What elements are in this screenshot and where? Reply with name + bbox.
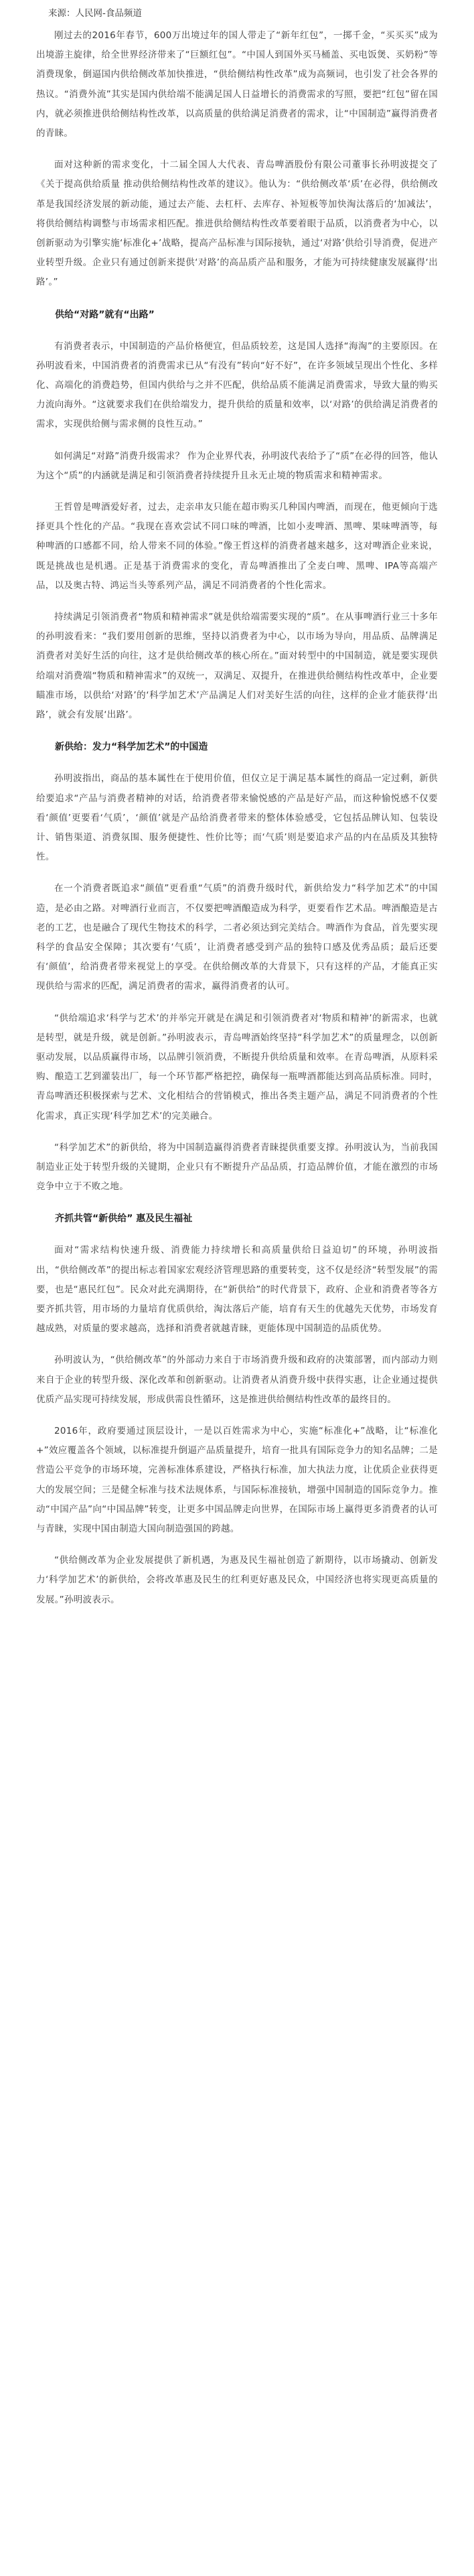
article-source: 来源：人民网-食品频道 bbox=[48, 8, 142, 19]
section-heading: 齐抓共管“新供给” 惠及民生福祉 bbox=[55, 1213, 193, 1225]
section-intro bbox=[36, 26, 438, 293]
section-heading: 供给“对路”就有“出路” bbox=[55, 309, 155, 320]
paragraph: 孙明波认为，“供给侧改革”的外部动力来自于市场消费升级和政府的决策部署，而内部动力则来自于企业的转型升级、深化改革和创新驱动。让消费者从消费升级中获得实惠，让企业通过提供优质产品实现可持续发展，形成供需良性循环，这是推进供给侧结构性改革的最终目的。 bbox=[36, 1355, 438, 1405]
paragraph: 持续满足引领消费者“物质和精神需求”就是供给端需要实现的“质”。在从事啤酒行业三十多年的孙明波看来：“我们要用创新的思维，坚持以消费者为中心，以市场为导向，用品质、品牌满足消费者对美好生活的向往，这才是供给侧改革的核心所在。”面对转型中的中国制造，就是要实现供给端对消费端“物质和精神需求”的双统一，双满足、双提升，在推进供给侧结构性改革中，企业要瞄准市场，以供给‘对路’的‘科学加艺术’产品满足人们对美好生活的向往，这样的企业才能获得‘出路’，就会有发展‘出路’。 bbox=[36, 612, 438, 721]
paragraph: “供给端追求‘科学与艺术’的并举完开就是在满足和引领消费者对‘物质和精神’的新需求，也就是转型，就是升级，就是创新。”孙明波表示，青岛啤酒始终坚持“科学加艺术”的质量理念，以创新驱动发展，以品质赢得市场，以品牌引领消费，不断提升供给质量和效率。在青岛啤酒，从原料采购、酿造工艺到灌装出厂，每一个环节都严格把控，确保每一瓶啤酒都能达到高品质标准。同时，青岛啤酒还积极探索与艺术、文化相结合的营销模式，推出各类主题产品，满足不同消费者的个性化需求，真正实现‘科学加艺术’的完美融合。 bbox=[36, 1012, 438, 1122]
paragraph: 2016年，政府要通过顶层设计，一是以百姓需求为中心，实施“标准化+”战略，让“标准化+”效应覆盖各个领域，以标准提升倒逼产品质量提升，培育一批具有国际竞争力的知名品牌；二是营造公平竞争的市场环境，完善标准体系建设，严格执行标准，加大执法力度，让优质企业获得更大的发展空间；三是健全标准与技术法规体系，与国际标准接轨，增强中国制造的国际竞争力。推动“中国产品”向“中国品牌”转变，让更多中国品牌走向世界，在国际市场上赢得更多消费者的认可与青睐，实现中国由制造大国向制造强国的跨越。 bbox=[36, 1425, 438, 1534]
section-heading: 新供给：发力“科学加艺术”的中国造 bbox=[55, 742, 208, 753]
paragraph: “供给侧改革为企业发展提供了新机遇，为惠及民生福祉创造了新期待，以市场撬动、创新发力‘科学加艺术’的新供给，会将改革惠及民生的红利更好惠及民众，中国经济也将实现更高质量的发展。”孙明波表示。 bbox=[36, 1555, 438, 1605]
paragraph: 如何满足“对路”消费升级需求？ 作为企业界代表，孙明波代表给予了“质”在必得的回答，他认为这个“质”的内涵就是满足和引领消费者持续提升且永无止境的物质需求和精神需求。 bbox=[36, 450, 438, 481]
section-welfare bbox=[36, 1209, 438, 1609]
paragraph: 王哲曾是啤酒爱好者，过去，走亲串友只能在超市购买几种国内啤酒，而现在，他更倾向于选择更具个性化的产品。“我现在喜欢尝试不同口味的啤酒，比如小麦啤酒、黑啤、果味啤酒等，每种啤酒的口感都不同，给人带来不同的体验。”像王哲这样的消费者越来越多，这对啤酒企业来说，既是挑战也是机遇。正是基于消费需求的变化，青岛啤酒推出了全麦白啤、黑啤、IPA等高端产品，以及奥古特、鸿运当头等系列产品，满足不同消费者的个性化需求。 bbox=[36, 502, 438, 591]
paragraph: 面对这种新的需求变化，十二届全国人大代表、青岛啤酒股份有限公司董事长孙明波提交了《关于提高供给质量 推动供给侧结构性改革的建议》。他认为：“供给侧改革‘质’在必得，供给侧改革是我国经济发展的新动能，通过去产能、去杠杆、去库存、补短板等加快淘汰落后的‘加减法’，将供给侧结构调整与市场需求相匹配。推进供给侧结构性改革要着眼于品质，以消费者为中心，以创新驱动为引擎实施‘标准化+’战略，提高产品标准与国际接轨，通过‘对路’供给引导消费，促进产业转型升级。企业只有通过创新来提供‘对路’的高品质产品和服务，才能为可持续健康发展赢得‘出路’。” bbox=[36, 159, 438, 288]
paragraph: 有消费者表示，中国制造的产品价格便宜，但品质较差，这是国人选择“海淘”的主要原因。在孙明波看来，中国消费者的消费需求已从“有没有”转向“好不好”，在许多领域呈现出个性化、多样化、高端化的消费趋势，但国内供给与之并不匹配，供给品质不能满足消费需求，导致大量的购买力流向海外。“这就要求我们在供给端发力，提升供给的质量和效率，以‘对路’的供给满足消费者的需求，实现供给侧与需求侧的良性互动。” bbox=[36, 340, 438, 430]
section-supply-demand bbox=[36, 305, 438, 726]
paragraph: 在一个消费者既追求“颜值”更看重“气质”的消费升级时代，新供给发力“科学加艺术”的中国造，是必由之路。对啤酒行业而言，不仅要把啤酒酿造成为科学，更要看作艺术品。啤酒酿造是古老的工艺，也是融合了现代生物技术的科学，二者必须达到完美结合。啤酒作为食品，首先要实现科学的食品安全保障；其次要有‘气质’，让消费者感受到产品的独特口感及优秀品质；最后还要有‘颜值’，给消费者带来视觉上的享受。在供给侧改革的大背景下，只有这样的产品，才能真正实现供给与需求的匹配，满足消费者的需求，赢得消费者的认可。 bbox=[36, 883, 438, 992]
paragraph: 刚过去的2016年春节，600万出境过年的国人带走了“新年红包”，一掷千金，“买买买”成为出境游主旋律，给全世界经济带来了“巨额红包”。“中国人到国外买马桶盖、买电饭煲、买奶粉”等消费现象，倒逼国内供给侧改革加快推进，“供给侧结构性改革”成为高频词，也引发了社会各界的热议。“消费外流”其实是国内供给端不能满足国人日益增长的消费需求的写照，要把“红包”留在国内，就必须推进供给侧结构性改革，以高质量的供给满足消费者的需求，让“中国制造”赢得消费者的青睐。 bbox=[36, 30, 438, 139]
section-new-supply bbox=[36, 737, 438, 1197]
article bbox=[36, 0, 438, 1610]
paragraph: 面对“需求结构快速升级、消费能力持续增长和高质量供给日益迫切”的环境，孙明波指出，“供给侧改革”的提出标志着国家宏观经济管理思路的重要转变，这不仅是经济“转型发展”的需要，也是“惠民红包”。民众对此充满期待，在“新供给”的时代背景下，政府、企业和消费者等各方要齐抓共管，用市场的力量培育优质供给，淘汰落后产能，培育有天生的优越先天优势，市场发育越成熟，对质量的要求越高，选择和消费者就越青睐，更能体现中国制造的品质优势。 bbox=[36, 1245, 438, 1335]
paragraph: “科学加艺术”的新供给，将为中国制造赢得消费者青睐提供重要支撑。孙明波认为，当前我国制造业正处于转型升级的关键期，企业只有不断提升产品品质，打造品牌价值，才能在激烈的市场竞争中立于不败之地。 bbox=[36, 1142, 438, 1193]
paragraph: 孙明波指出，商品的基本属性在于使用价值，但仅立足于满足基本属性的商品一定过剩，新供给要追求“产品与消费者精神的对话，给消费者带来愉悦感的产品是好产品，而这种愉悦感不仅要看‘颜值’更要看‘气质’，‘颜值’就是产品给消费者带来的整体体验感受，它包括品牌认知、包装设计、销售渠道、消费氛围、服务便捷性、性价比等；而‘气质’则是要追求产品的内在品质及其独特性。 bbox=[36, 773, 438, 863]
